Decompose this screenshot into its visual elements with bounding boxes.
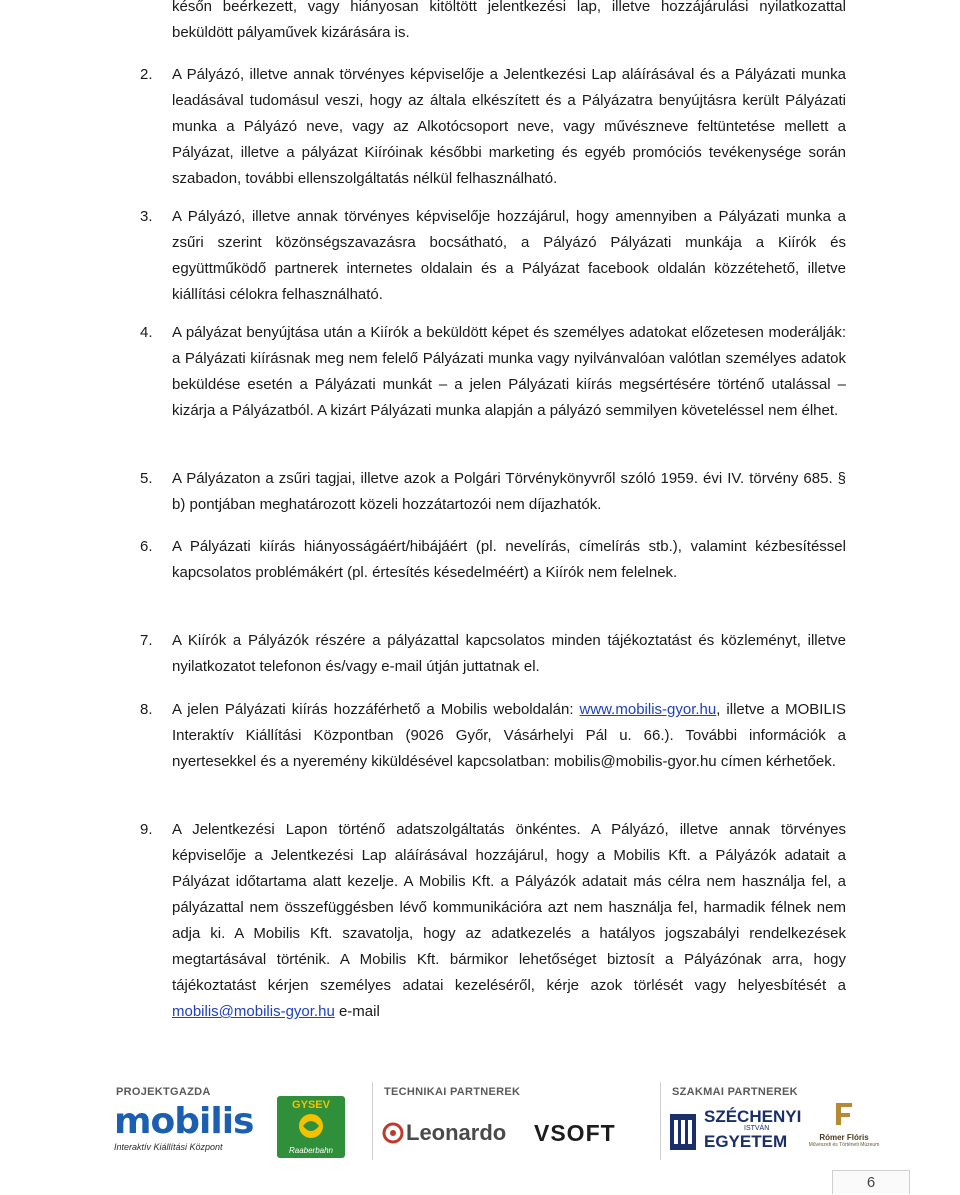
romer-floris-logo — [808, 1100, 880, 1158]
item-text: A Pályázaton a zsűri tagjai, illetve azok a Polgári Törvénykönyvről szóló 1959. évi IV. törvény 685. § b) pontjában meghatározott közeli hozzátartozói nem díjazhatók. — [172, 470, 846, 513]
szechenyi-line2: EGYETEM — [704, 1132, 788, 1151]
website-link[interactable]: www.mobilis-gyor.hu — [579, 701, 717, 718]
szechenyi-emblem-icon — [668, 1112, 698, 1152]
item-text: A Kiírók a Pályázók részére a pályázattal kapcsolatos minden tájékoztatást és közleményt, illetve nyilatkozatot telefonon és/vagy e-mail útján juttatnak el. — [172, 632, 846, 675]
item-number: 6. — [140, 538, 153, 555]
item-text-end: e-mail — [334, 1003, 380, 1020]
szechenyi-istvan: ISTVÁN — [744, 1125, 770, 1132]
szakmai-partnerek-label: SZAKMAI PARTNEREK — [672, 1086, 798, 1098]
intro-paragraph: későn beérkezett, vagy hiányosan kitöltött jelentkezési lap, illetve hozzájárulási nyilatkozattal beküldött pályaművek kizárására is. — [172, 0, 846, 41]
page-number: 6 — [832, 1170, 910, 1194]
email-link[interactable]: mobilis@mobilis-gyor.hu — [172, 1003, 335, 1020]
leonardo-logo — [382, 1120, 524, 1150]
item-text: A Pályázó, illetve annak törvényes képviselője a Jelentkezési Lap aláírásával és a Pályázati munka leadásával tudomásul veszi, hogy az általa elkészített és a Pályázatra benyújtásra került Pályázati munka a Pályázó neve, vagy az Alkotócsoport neve, vagy művészneve feltüntetése mellett a Pályázat, illetve a pályázat Kiíróinak későbbi marketing és egyéb promóciós tevékenysége során szabadon, további ellenszolgáltatás nélkül felhasználható. — [172, 66, 846, 187]
item-number: 7. — [140, 632, 153, 649]
projektgazda-label: PROJEKTGAZDA — [116, 1086, 211, 1098]
gysev-emblem-icon — [277, 1111, 345, 1141]
mobilis-logo-text: mobilis — [114, 1101, 254, 1142]
vsoft-logo — [534, 1120, 638, 1150]
gysev-logo — [277, 1096, 345, 1158]
item-text: A Pályázati kiírás hiányosságáért/hibájáért (pl. nevelírás, címelírás stb.), valamint kézbesítéssel kapcsolatos problémákért (pl. értesítés késedelméért) a Kiírók nem felelnek. — [172, 538, 846, 581]
szechenyi-line1: SZÉCHENYI — [704, 1107, 802, 1126]
item-number: 8. — [140, 701, 153, 718]
item-text: A Pályázó, illetve annak törvényes képviselője hozzájárul, hogy amennyiben a Pályázati munka a zsűri szerint közönségszavazásra bocsátható, a Pályázó Pályázati munkája a Kiírók és együttműködő partnerek internetes oldalain és a Pályázat facebook oldalán közzétehető, illetve kiállítási célokra felhasználható. — [172, 208, 846, 303]
item-number: 9. — [140, 821, 153, 838]
szechenyi-egyetem-logo — [668, 1107, 802, 1156]
item-number: 3. — [140, 208, 153, 225]
item-text-end: , illetve a MOBILIS Interaktív Kiállítási Központban (9026 Győr, Vásárhelyi Pál u. 66.). További információk a nyertesekkel és a nyeremény kiküldésével kapcsolatban: mobilis@mobilis-gyor.hu címen kérhetőek. — [172, 701, 846, 770]
leonardo-logo-text: Leonardo — [406, 1120, 507, 1145]
gysev-logo-text: GYSEV — [292, 1099, 330, 1111]
item-text: A pályázat benyújtása után a Kiírók a beküldött képet és személyes adatokat előzetesen moderálják: a Pályázati kiírásnak meg nem felelő Pályázati munka vagy nyilvánvalóan valótlan személyes adatok beküldése esetén a Pályázati munkát – a jelen Pályázati kiírás megsértésére történő utalással – kizárja a Pályázatból. A kizárt Pályázati munka alapján a pályázó semmilyen követeléssel nem élhet. — [172, 324, 846, 419]
mobilis-tagline: Interaktív Kiállítási Központ — [114, 1142, 223, 1152]
item-number: 5. — [140, 470, 153, 487]
leonardo-emblem-icon — [382, 1122, 404, 1144]
item-text-start: A Jelentkezési Lapon történő adatszolgáltatás önkéntes. A Pályázó, illetve annak törvényes képviselője a Jelentkezési Lap aláírásával hozzájárul, hogy a Mobilis Kft. a Pályázók adatait a Pályázat időtartama alatt kezelje. A Mobilis Kft. a Pályázók adatait más célra nem használja fel, a pályázattal nem összefüggésben lévő kommunikációra azt nem használja fel, harmadik félnek nem adja ki. A Mobilis Kft. szavatolja, hogy az adatkezelés a hatályos jogszabályi rendelkezések megtartásával történik. A Mobilis Kft. bármikor lehetőséget biztosít a Pályázónak arra, hogy tájékoztatást kérjen személyes adatai kezeléséről, kérje azok törlését vagy helyesbítését a — [172, 821, 846, 994]
raaberbahn-text: Raaberbahn — [288, 1146, 334, 1155]
footer-divider — [660, 1082, 661, 1160]
romer-emblem-icon — [830, 1100, 858, 1128]
technikai-partnerek-label: TECHNIKAI PARTNEREK — [384, 1086, 521, 1098]
vsoft-logo-text: VSOFT — [534, 1120, 616, 1146]
item-number: 4. — [140, 324, 153, 341]
item-text — [172, 817, 846, 1025]
mobilis-logo — [114, 1103, 266, 1157]
romer-logo-text: Rómer Flóris — [819, 1133, 869, 1142]
footer-divider — [372, 1082, 373, 1160]
romer-subtitle: Művészeti és Történeti Múzeum — [808, 1142, 880, 1148]
item-text — [172, 697, 846, 775]
item-text-start: A jelen Pályázati kiírás hozzáférhető a Mobilis weboldalán: — [172, 701, 580, 718]
item-number: 2. — [140, 66, 153, 83]
